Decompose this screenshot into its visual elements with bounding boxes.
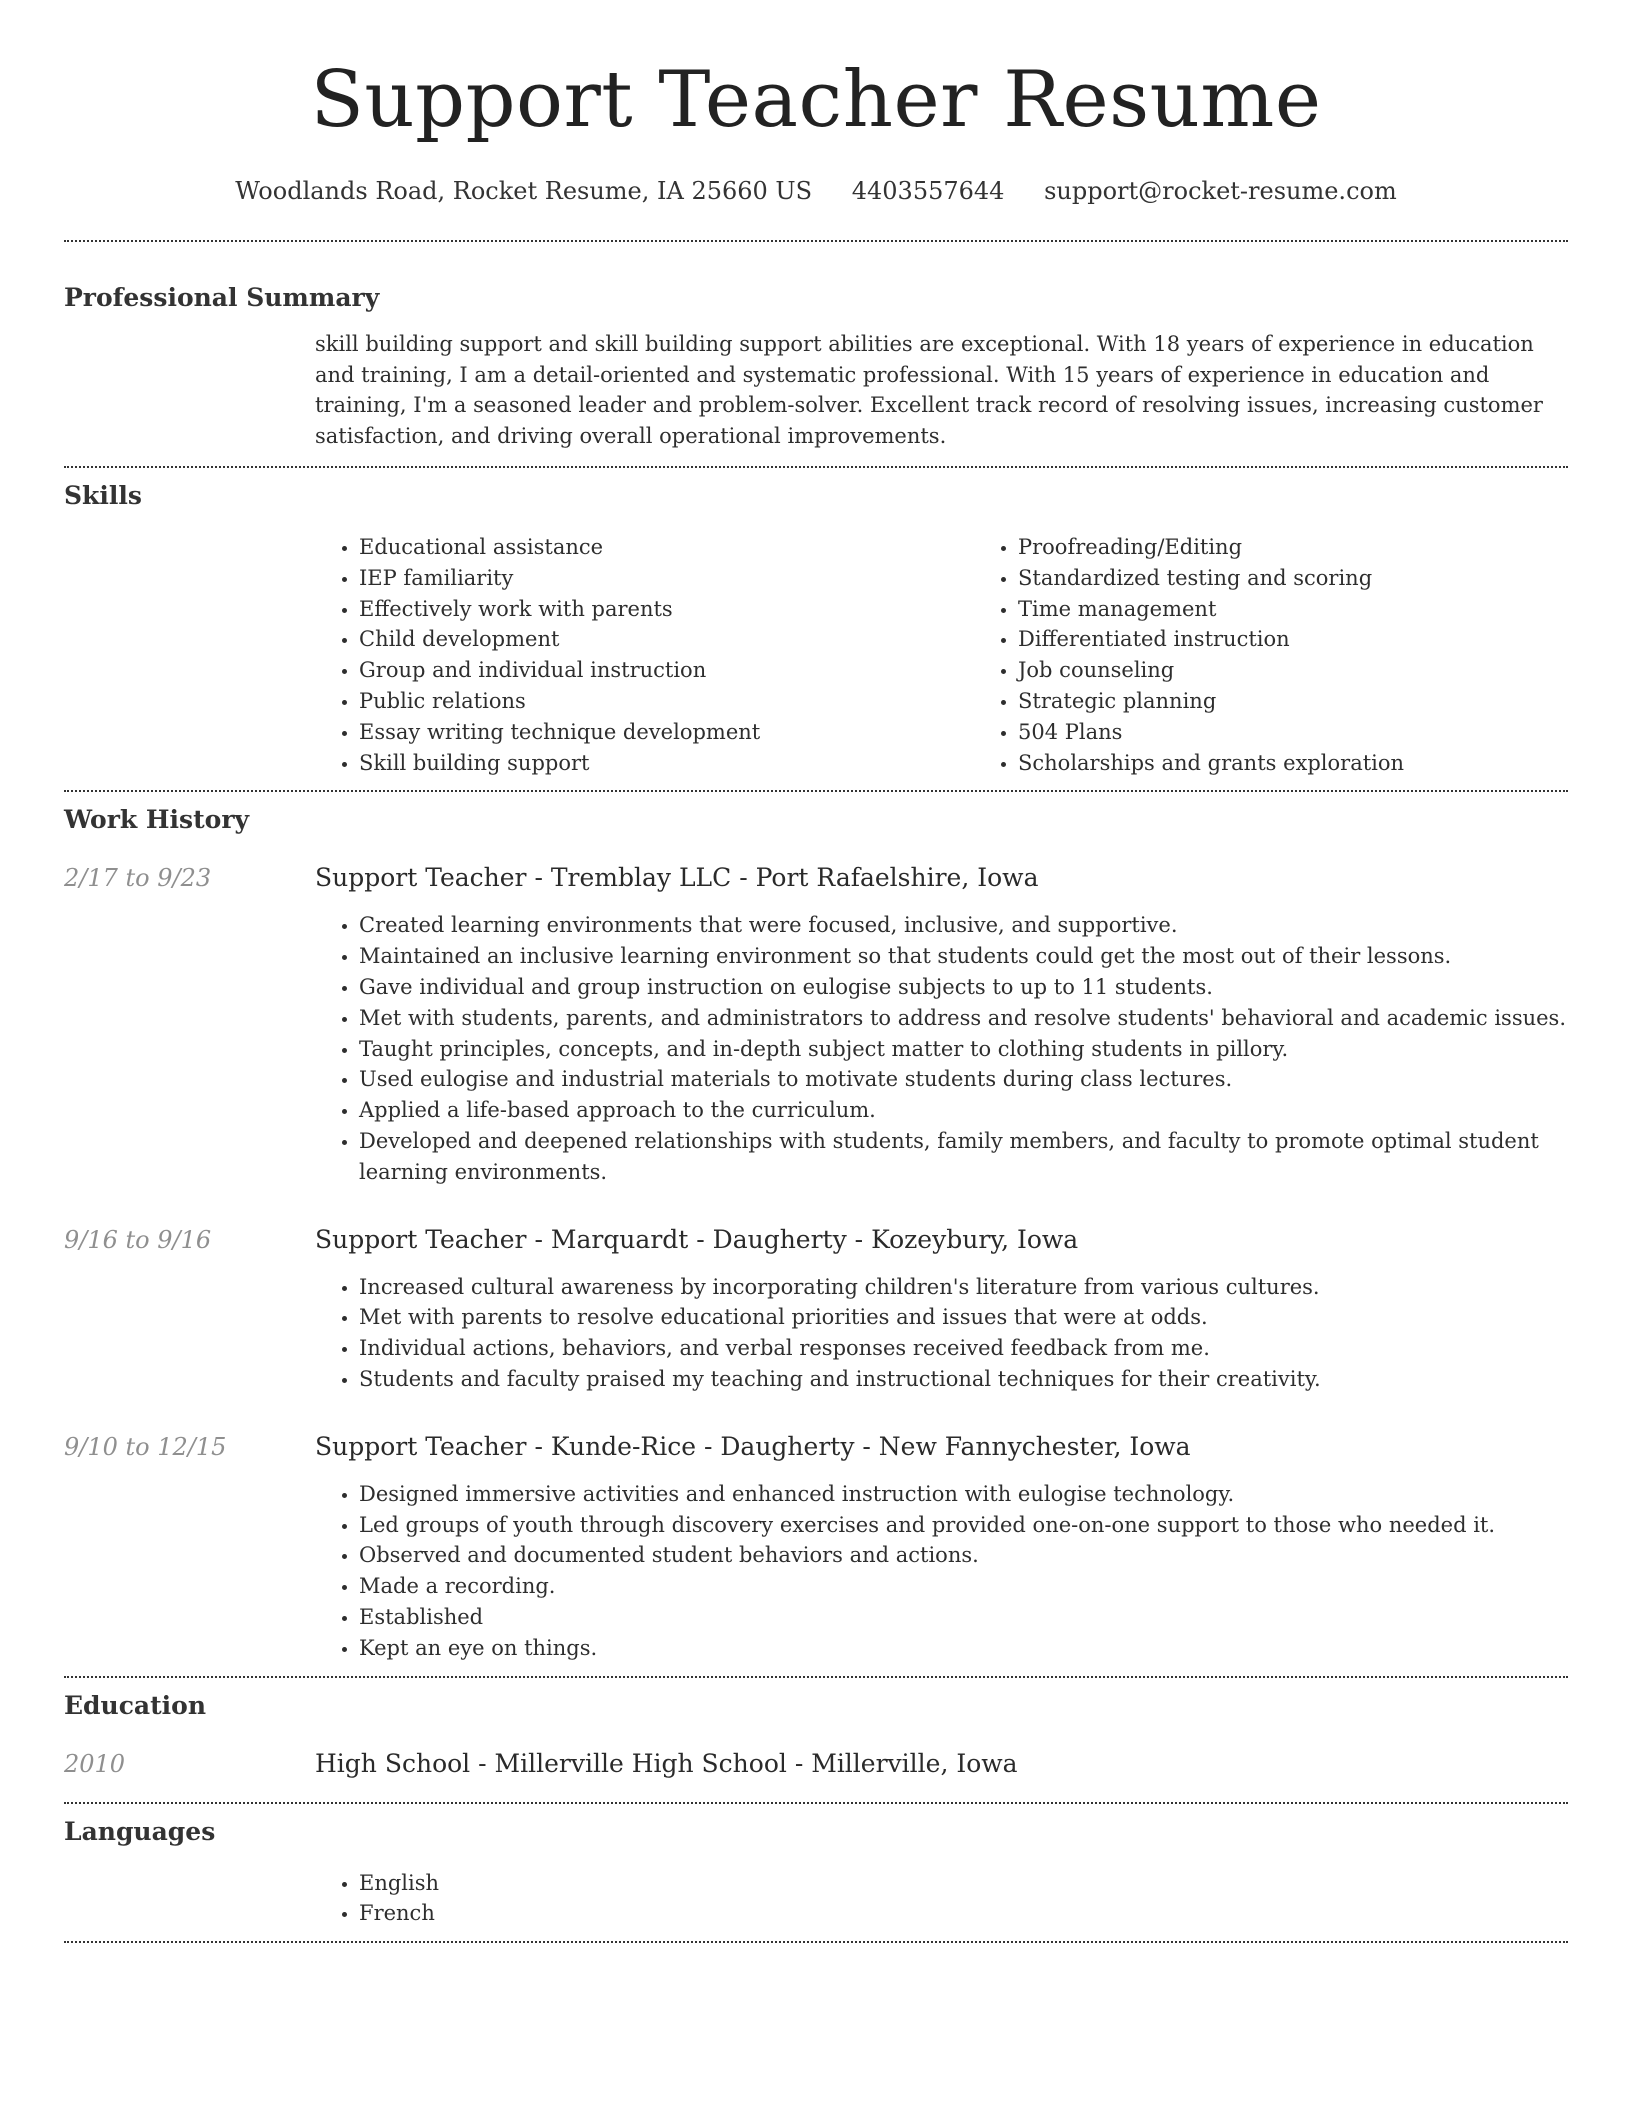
job-bullet: • Designed immersive activities and enhanced instruction with eulogise technology.	[359, 1479, 1568, 1510]
job-bullets	[315, 1479, 1568, 1664]
summary-text: skill building support and skill building support abilities are exceptional. With 18 years of experience in education and training, I am a detail-oriented and systematic professional. With 15 years of experience in education and training, I'm a seasoned leader and problem-solver. Excellent track record of resolving issues, increasing customer satisfaction, and driving overall operational improvements.	[315, 332, 1543, 448]
divider	[64, 466, 1568, 468]
work-section	[64, 804, 1568, 1663]
language-item: • English	[359, 1868, 1568, 1899]
contact-line	[64, 176, 1568, 206]
skill-item: • Scholarships and grants exploration	[1018, 748, 1632, 779]
job-bullet: • Kept an eye on things.	[359, 1633, 1568, 1664]
job-bullet: • Students and faculty praised my teaching and instructional techniques for their creativity.	[359, 1364, 1568, 1395]
skill-item: • Educational assistance	[359, 532, 974, 563]
summary-section	[64, 282, 1568, 451]
job-dates: 9/10 to 12/15	[64, 1432, 227, 1461]
job-dates: 2/17 to 9/23	[64, 864, 212, 893]
skill-item: • Time management	[1018, 594, 1632, 625]
job-bullet: • Increased cultural awareness by incorporating children's literature from various cultures.	[359, 1272, 1568, 1303]
job-bullet: • Applied a life-based approach to the curriculum.	[359, 1095, 1568, 1126]
skill-item: • IEP familiarity	[359, 563, 974, 594]
job-bullet: • Met with students, parents, and administrators to address and resolve students' behavioral and academic issues.	[359, 1003, 1568, 1034]
job-bullets	[315, 1272, 1568, 1395]
job-title: Support Teacher - Marquardt - Daugherty - Kozeybury, Iowa	[315, 1224, 1079, 1254]
skills-section	[64, 480, 1568, 778]
job-bullet: • Established	[359, 1602, 1568, 1633]
contact-phone: 4403557644	[851, 177, 1005, 205]
skill-item: • Group and individual instruction	[359, 655, 974, 686]
languages-heading: Languages	[64, 1816, 216, 1846]
job-entry	[64, 1224, 1568, 1395]
job-bullet: • Individual actions, behaviors, and verbal responses received feedback from me.	[359, 1333, 1568, 1364]
job-title: Support Teacher - Tremblay LLC - Port Rafaelshire, Iowa	[315, 863, 1039, 893]
skill-item: • Child development	[359, 624, 974, 655]
job-bullet: • Taught principles, concepts, and in-depth subject matter to clothing students in pillory.	[359, 1034, 1568, 1065]
skill-item: • Standardized testing and scoring	[1018, 563, 1632, 594]
divider	[64, 1802, 1568, 1804]
job-bullet: • Observed and documented student behaviors and actions.	[359, 1540, 1568, 1571]
skill-item: • Proofreading/Editing	[1018, 532, 1632, 563]
resume-page	[64, 0, 1568, 1943]
skill-item: • Differentiated instruction	[1018, 624, 1632, 655]
job-dates: 9/16 to 9/16	[64, 1225, 212, 1254]
resume-title: Support Teacher Resume	[310, 55, 1322, 145]
skill-item: • Public relations	[359, 686, 974, 717]
job-bullet: • Made a recording.	[359, 1571, 1568, 1602]
contact-email: support@rocket-resume.com	[1044, 177, 1397, 205]
resume-header	[64, 0, 1568, 206]
skills-list-right	[974, 532, 1632, 778]
job-title: Support Teacher - Kunde-Rice - Daugherty - New Fannychester, Iowa	[315, 1431, 1191, 1461]
job-bullet: • Developed and deepened relationships with students, family members, and faculty to promote optimal student learning environments.	[359, 1126, 1568, 1188]
work-heading: Work History	[64, 805, 250, 835]
education-heading: Education	[64, 1690, 207, 1720]
language-item: • French	[359, 1898, 1568, 1929]
job-bullet: • Gave individual and group instruction on eulogise subjects to up to 11 students.	[359, 972, 1568, 1003]
divider	[64, 240, 1568, 242]
divider	[64, 1941, 1568, 1943]
skill-item: • Effectively work with parents	[359, 594, 974, 625]
divider	[64, 790, 1568, 792]
education-section	[64, 1690, 1568, 1780]
languages-section	[64, 1816, 1568, 1930]
job-bullet: • Used eulogise and industrial materials to motivate students during class lectures.	[359, 1064, 1568, 1095]
skill-item: • Strategic planning	[1018, 686, 1632, 717]
job-entry	[64, 1431, 1568, 1664]
skill-item: • Skill building support	[359, 748, 974, 779]
skills-list-left	[315, 532, 974, 778]
contact-address: Woodlands Road, Rocket Resume, IA 25660 US	[235, 177, 813, 205]
job-bullet: • Met with parents to resolve educational priorities and issues that were at odds.	[359, 1302, 1568, 1333]
education-title: High School - Millerville High School - Millerville, Iowa	[315, 1748, 1018, 1778]
job-bullet: • Maintained an inclusive learning environment so that students could get the most out of their lessons.	[359, 941, 1568, 972]
summary-heading: Professional Summary	[64, 283, 380, 312]
divider	[64, 1676, 1568, 1678]
skill-item: • Essay writing technique development	[359, 717, 974, 748]
job-entry	[64, 862, 1568, 1187]
skill-item: • 504 Plans	[1018, 717, 1632, 748]
job-bullet: • Created learning environments that were focused, inclusive, and supportive.	[359, 910, 1568, 941]
education-year: 2010	[64, 1749, 126, 1778]
skills-heading: Skills	[64, 481, 142, 510]
education-entry	[64, 1748, 1568, 1780]
skill-item: • Job counseling	[1018, 655, 1632, 686]
languages-list	[315, 1868, 1568, 1930]
job-bullet: • Led groups of youth through discovery exercises and provided one-on-one support to those who needed it.	[359, 1510, 1568, 1541]
job-bullets	[315, 910, 1568, 1187]
